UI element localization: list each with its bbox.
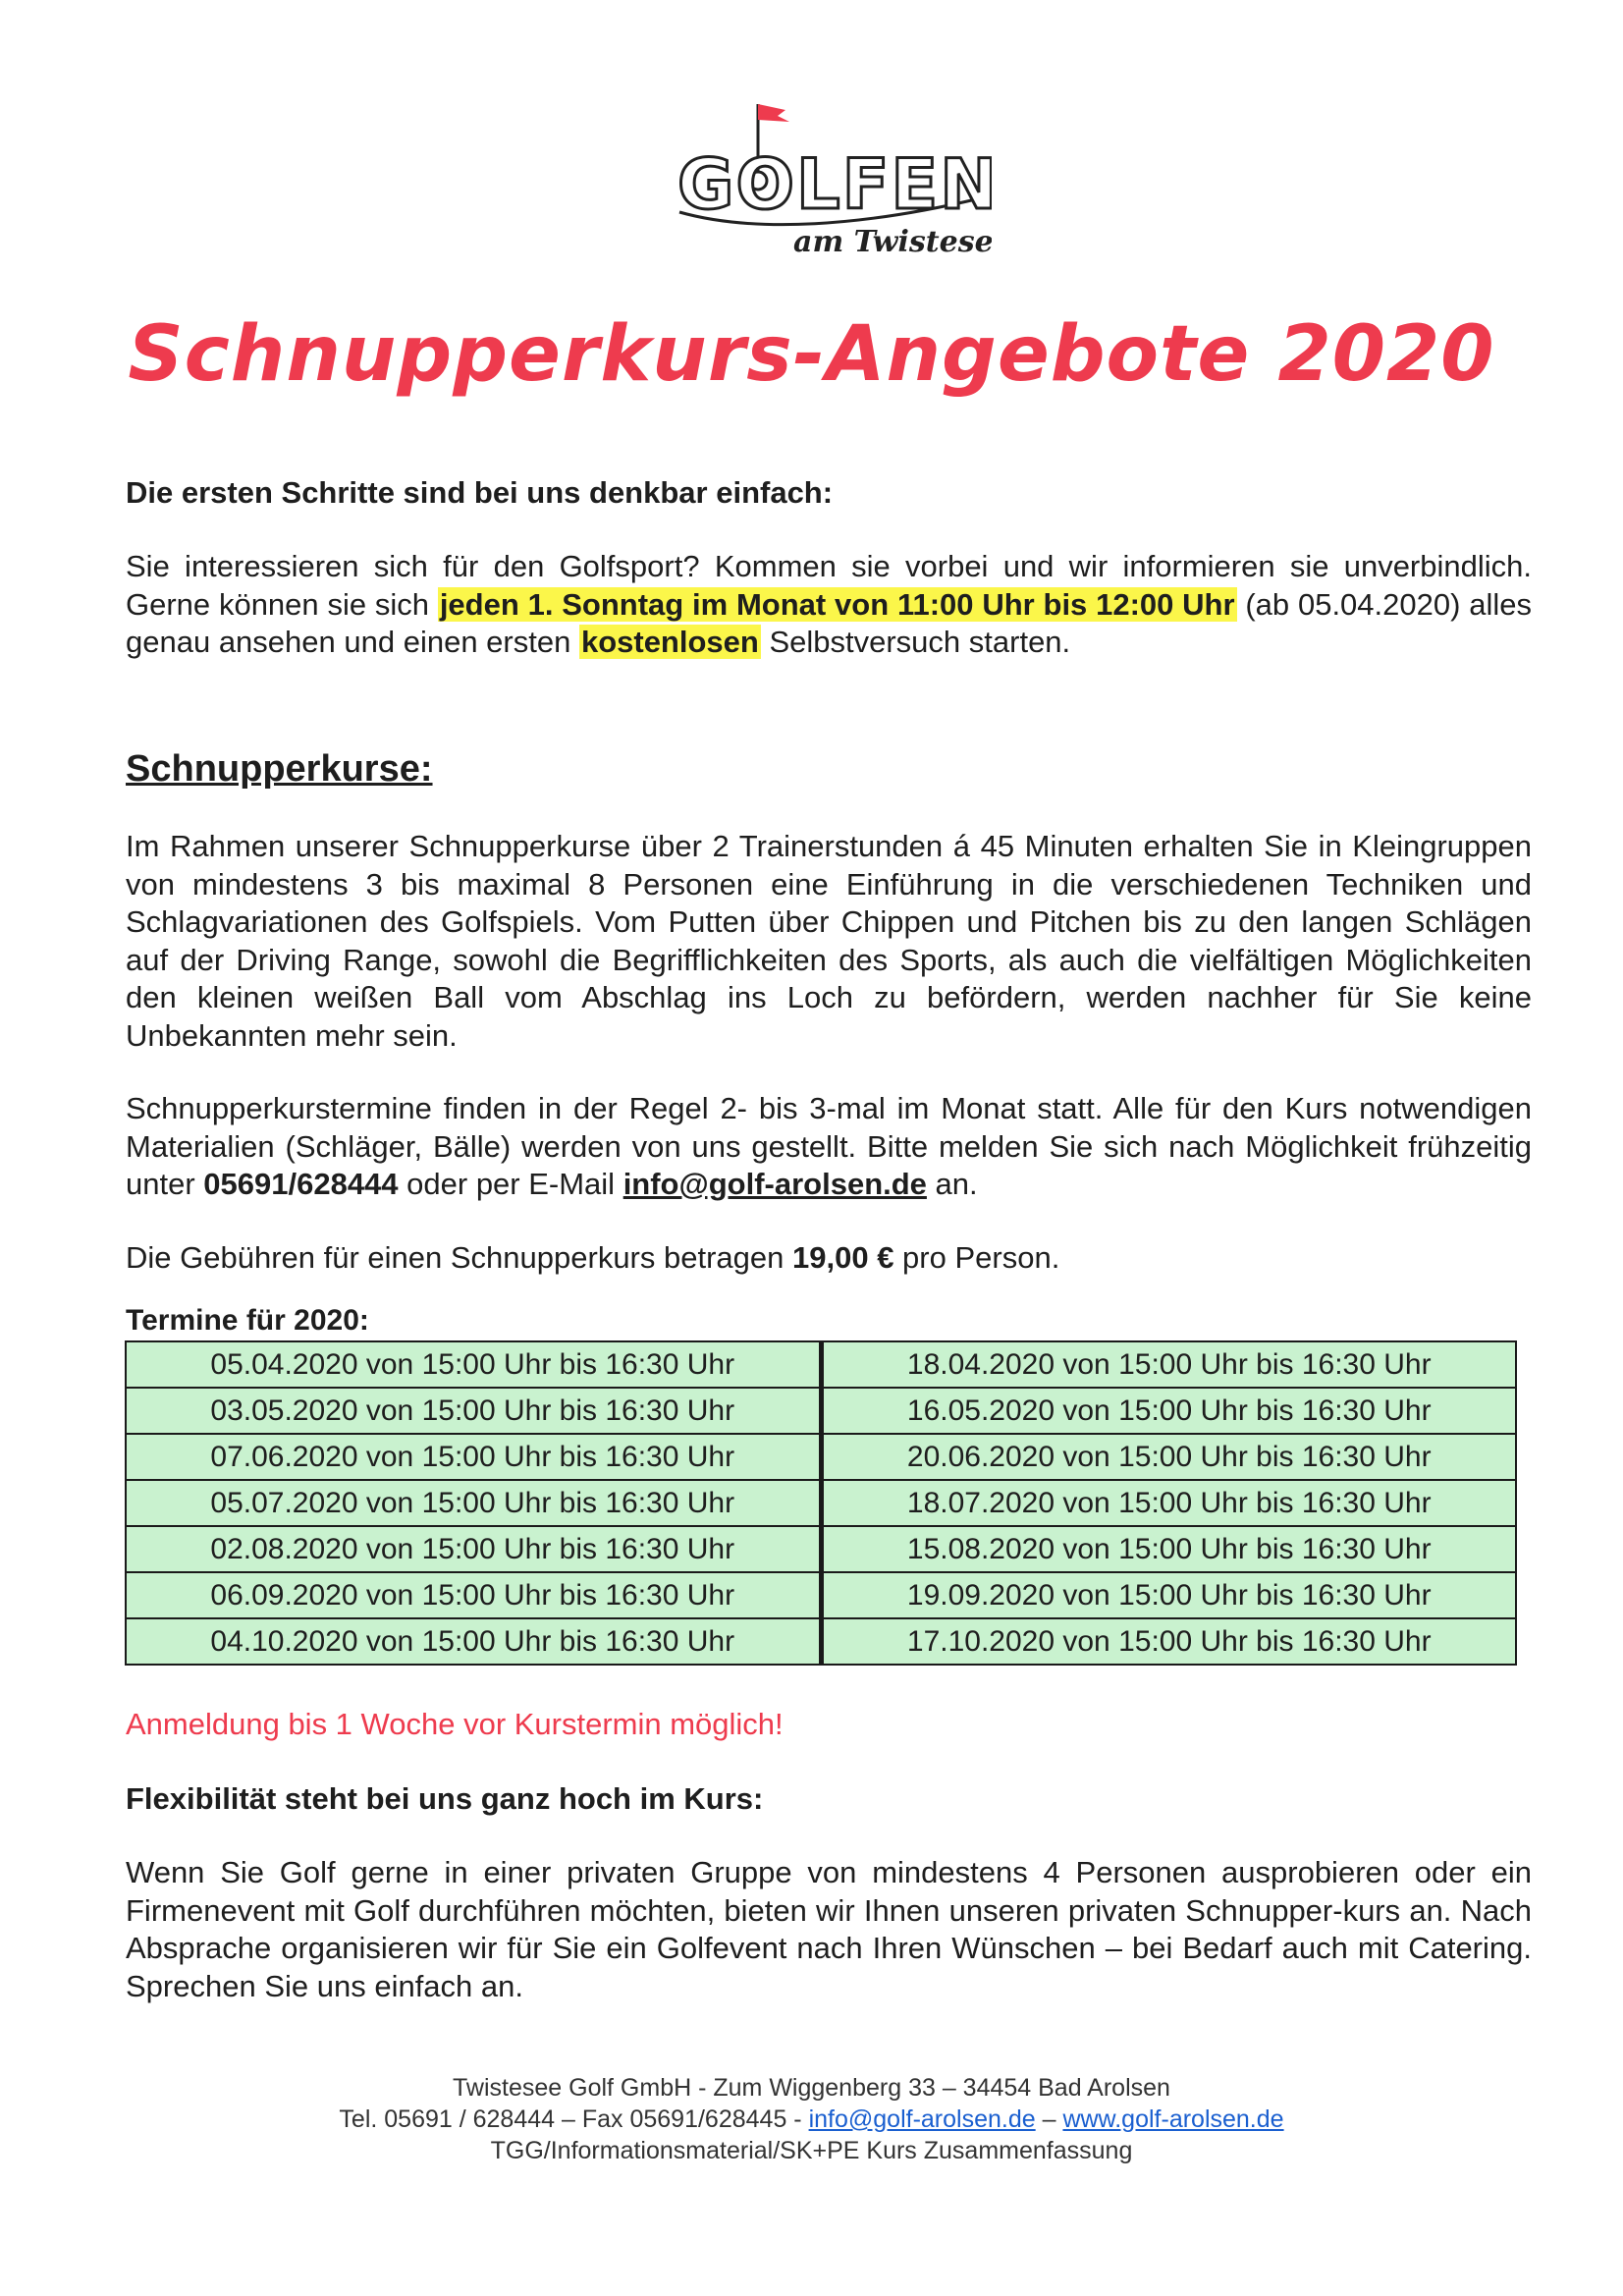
- schedule-cell-left: 05.07.2020 von 15:00 Uhr bis 16:30 Uhr: [126, 1480, 821, 1526]
- fee-text-b: pro Person.: [893, 1240, 1060, 1275]
- schedule-cell-right: 18.07.2020 von 15:00 Uhr bis 16:30 Uhr: [821, 1480, 1516, 1526]
- courses-text-b: oder per E-Mail: [398, 1167, 623, 1201]
- intro-text-2: (ab 05.04.2020) alles genau ansehen und einen ersten: [126, 586, 1532, 659]
- flex-title: Flexibilität steht bei uns ganz hoch im Kurs:: [126, 1781, 764, 1816]
- table-row: [126, 1526, 1516, 1572]
- schedule-cell-right: 20.06.2020 von 15:00 Uhr bis 16:30 Uhr: [821, 1434, 1516, 1480]
- footer: [0, 2072, 1623, 2166]
- schedule-cell-right: 18.04.2020 von 15:00 Uhr bis 16:30 Uhr: [821, 1341, 1516, 1388]
- table-row: [126, 1341, 1516, 1388]
- fee-paragraph: [126, 1239, 1532, 1278]
- schedule-cell-right: 15.08.2020 von 15:00 Uhr bis 16:30 Uhr: [821, 1526, 1516, 1572]
- fee-text-a: Die Gebühren für einen Schnupperkurs betragen: [126, 1240, 792, 1275]
- intro-text-1: Sie interessieren sich für den Golfsport? Kommen sie vorbei und wir informieren sie unverbindlich. Gerne können sie sich: [126, 549, 1532, 622]
- schedule-cell-right: 16.05.2020 von 15:00 Uhr bis 16:30 Uhr: [821, 1388, 1516, 1434]
- schedule-cell-left: 03.05.2020 von 15:00 Uhr bis 16:30 Uhr: [126, 1388, 821, 1434]
- schedule-title: Termine für 2020:: [126, 1304, 369, 1337]
- footer-phone-fax: Tel. 05691 / 628444 – Fax 05691/628445 -: [339, 2105, 809, 2133]
- courses-text-a: Schnupperkurstermine finden in der Regel 2- bis 3-mal im Monat statt. Alle für den Kurs notwendigen Materialien (Schläger, Bälle) werden von uns gestellt. Bitte melden Sie sich nach Möglichkeit frühzeitig unter: [126, 1091, 1532, 1201]
- footer-reference: TGG/Informationsmaterial/SK+PE Kurs Zusammenfassung: [490, 2137, 1133, 2164]
- courses-heading: Schnupperkurse:: [126, 748, 433, 790]
- golfen-logo: [668, 96, 992, 263]
- intro-highlight-date: jeden 1. Sonntag im Monat von 11:00 Uhr bis 12:00 Uhr: [439, 586, 1235, 622]
- courses-paragraph-2: [126, 1090, 1532, 1204]
- schedule-cell-right: 17.10.2020 von 15:00 Uhr bis 16:30 Uhr: [821, 1618, 1516, 1665]
- schedule-cell-left: 07.06.2020 von 15:00 Uhr bis 16:30 Uhr: [126, 1434, 821, 1480]
- registration-notice: Anmeldung bis 1 Woche vor Kurstermin möglich!: [126, 1707, 784, 1741]
- footer-contact: [0, 2104, 1623, 2135]
- intro-lead: Die ersten Schritte sind bei uns denkbar einfach:: [126, 475, 834, 510]
- courses-text-c: an.: [926, 1167, 978, 1201]
- page-title: Schnupperkurs-Angebote 2020: [128, 310, 1495, 399]
- schedule-table: [125, 1340, 1517, 1666]
- logo-word: GOLFEN: [677, 144, 992, 225]
- fee-amount: 19,00 €: [792, 1240, 894, 1275]
- email-link[interactable]: info@golf-arolsen.de: [622, 1167, 927, 1201]
- intro-paragraph: [126, 548, 1532, 662]
- logo-tagline: am Twistesee: [793, 225, 992, 259]
- footer-address: Twistesee Golf GmbH - Zum Wiggenberg 33 – 34454 Bad Arolsen: [453, 2074, 1170, 2102]
- table-row: [126, 1388, 1516, 1434]
- schedule-cell-left: 04.10.2020 von 15:00 Uhr bis 16:30 Uhr: [126, 1618, 821, 1665]
- intro-text-3: Selbstversuch starten.: [760, 625, 1071, 659]
- intro-highlight-free: kostenlosen: [580, 625, 759, 659]
- schedule-cell-left: 02.08.2020 von 15:00 Uhr bis 16:30 Uhr: [126, 1526, 821, 1572]
- footer-separator: –: [1035, 2105, 1063, 2133]
- courses-paragraph-1: Im Rahmen unserer Schnupperkurse über 2 Trainerstunden á 45 Minuten erhalten Sie in Kleingruppen von mindestens 3 bis maximal 8 Personen eine Einführung in die verschiedenen Techniken und Schlagvariationen des Golfspiels. Vom Putten über Chippen und Pitchen bis zu den langen Schlägen auf der Driving Range, sowohl die Begrifflichkeiten des Sports, als auch die vielfältigen Möglichkeiten den kleinen weißen Ball vom Abschlag ins Loch zu befördern, werden nachher für Sie keine Unbekannten mehr sein.: [126, 829, 1532, 1053]
- flex-paragraph: Wenn Sie Golf gerne in einer privaten Gruppe von mindestens 4 Personen ausprobieren oder ein Firmenevent mit Golf durchführen möchten, bieten wir Ihnen unseren privaten Schnupper-kurs an. Nach Absprache organisieren wir für Sie ein Golfevent nach Ihren Wünschen – bei Bedarf auch mit Catering. Sprechen Sie uns einfach an.: [126, 1855, 1532, 2003]
- table-row: [126, 1572, 1516, 1618]
- table-row: [126, 1480, 1516, 1526]
- golf-flag-logo-icon: [668, 96, 992, 263]
- schedule-cell-left: 06.09.2020 von 15:00 Uhr bis 16:30 Uhr: [126, 1572, 821, 1618]
- footer-email-link[interactable]: info@golf-arolsen.de: [808, 2105, 1036, 2133]
- table-row: [126, 1434, 1516, 1480]
- phone-number: 05691/628444: [203, 1167, 399, 1201]
- schedule-cell-left: 05.04.2020 von 15:00 Uhr bis 16:30 Uhr: [126, 1341, 821, 1388]
- table-row: [126, 1618, 1516, 1665]
- schedule-cell-right: 19.09.2020 von 15:00 Uhr bis 16:30 Uhr: [821, 1572, 1516, 1618]
- footer-web-link[interactable]: www.golf-arolsen.de: [1062, 2105, 1284, 2133]
